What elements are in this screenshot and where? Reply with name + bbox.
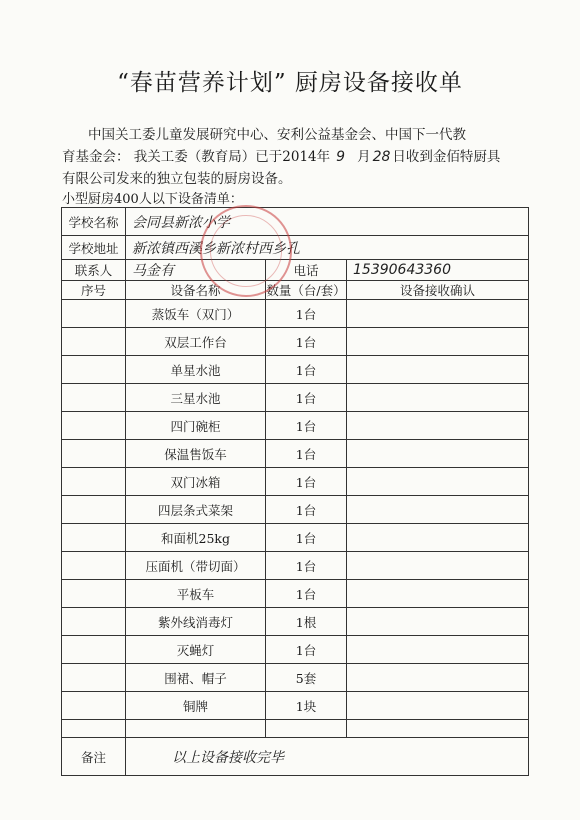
quantity-cell: 1根 (266, 608, 347, 636)
blank-cell (62, 720, 126, 738)
blank-row (62, 720, 529, 738)
device-name-cell: 双层工作台 (126, 328, 266, 356)
confirm-cell (347, 496, 529, 524)
table-row (62, 580, 529, 608)
quantity-cell: 1块 (266, 692, 347, 720)
serial-cell (62, 328, 126, 356)
table-row (62, 692, 529, 720)
serial-cell (62, 440, 126, 468)
quantity-cell: 1台 (266, 356, 347, 384)
device-name-cell: 围裙、帽子 (126, 664, 266, 692)
quantity-cell: 1台 (266, 524, 347, 552)
label-contact: 联系人 (62, 260, 126, 281)
device-name-cell: 紫外线消毒灯 (126, 608, 266, 636)
phone-value: 15390643360 (353, 262, 451, 278)
serial-cell (62, 664, 126, 692)
intro-line-1: 中国关工委儿童发展研究中心、安利公益基金会、中国下一代教 (88, 127, 466, 143)
table-row (62, 664, 529, 692)
table-row (62, 468, 529, 496)
quantity-cell: 1台 (266, 496, 347, 524)
table-row (62, 356, 529, 384)
label-phone: 电话 (266, 260, 347, 281)
device-name-cell: 四门碗柜 (126, 412, 266, 440)
table-row (62, 384, 529, 412)
confirm-cell (347, 468, 529, 496)
header-device-name: 设备名称 (126, 281, 266, 300)
blank-cell (266, 720, 347, 738)
label-remark: 备注 (62, 738, 126, 776)
blank-cell (126, 720, 266, 738)
remark-value: 以上设备接收完毕 (172, 749, 284, 766)
confirm-cell (347, 356, 529, 384)
serial-cell (62, 356, 126, 384)
label-school-name: 学校名称 (62, 208, 126, 236)
table-row (62, 496, 529, 524)
device-name-cell: 三星水池 (126, 384, 266, 412)
header-serial: 序号 (62, 281, 126, 300)
quantity-cell: 1台 (266, 328, 347, 356)
blank-cell (347, 720, 529, 738)
device-name-cell: 双门冰箱 (126, 468, 266, 496)
serial-cell (62, 496, 126, 524)
serial-cell (62, 636, 126, 664)
device-name-cell: 单星水池 (126, 356, 266, 384)
quantity-cell: 1台 (266, 300, 347, 328)
confirm-cell (347, 552, 529, 580)
received-month: 9 (336, 149, 346, 165)
serial-cell (62, 692, 126, 720)
device-name-cell: 铜牌 (126, 692, 266, 720)
serial-cell (62, 412, 126, 440)
device-name-cell: 保温售饭车 (126, 440, 266, 468)
table-row (62, 524, 529, 552)
confirm-cell (347, 412, 529, 440)
header-quantity: 数量（台/套） (266, 281, 347, 300)
quantity-cell: 1台 (266, 412, 347, 440)
confirm-cell (347, 692, 529, 720)
quantity-cell: 1台 (266, 384, 347, 412)
serial-cell (62, 552, 126, 580)
confirm-cell (347, 664, 529, 692)
serial-cell (62, 608, 126, 636)
confirm-cell (347, 608, 529, 636)
school-address-value: 新浓镇西溪乡新浓村西乡孔 (132, 240, 300, 257)
device-name-cell: 和面机25kg (126, 524, 266, 552)
quantity-cell: 1台 (266, 440, 347, 468)
serial-cell (62, 300, 126, 328)
device-name-cell: 平板车 (126, 580, 266, 608)
header-confirm: 设备接收确认 (347, 281, 529, 300)
table-row (62, 412, 529, 440)
table-row (62, 300, 529, 328)
received-day: 28 (372, 149, 391, 165)
device-name-cell: 压面机（带切面） (126, 552, 266, 580)
confirm-cell (347, 524, 529, 552)
contact-value: 马金有 (132, 263, 174, 279)
table-row (62, 636, 529, 664)
confirm-cell (347, 384, 529, 412)
intro-line-2-b: 月 (357, 149, 371, 165)
quantity-cell: 1台 (266, 468, 347, 496)
confirm-cell (347, 328, 529, 356)
confirm-cell (347, 636, 529, 664)
remark-row (62, 738, 529, 776)
document-title: “春苗营养计划” 厨房设备接收单 (117, 70, 463, 96)
device-name-cell: 四层条式菜架 (126, 496, 266, 524)
table-row (62, 608, 529, 636)
list-subheading: 小型厨房400人以下设备清单： (62, 192, 243, 207)
device-name-cell: 蒸饭车（双门） (126, 300, 266, 328)
confirm-cell (347, 580, 529, 608)
quantity-cell: 1台 (266, 552, 347, 580)
table-row (62, 552, 529, 580)
quantity-cell: 1台 (266, 636, 347, 664)
quantity-cell: 1台 (266, 580, 347, 608)
quantity-cell: 5套 (266, 664, 347, 692)
equipment-table (61, 207, 529, 776)
label-school-address: 学校地址 (62, 236, 126, 260)
intro-paragraph (62, 124, 532, 190)
table-row (62, 440, 529, 468)
confirm-cell (347, 300, 529, 328)
confirm-cell (347, 440, 529, 468)
device-name-cell: 灭蝇灯 (126, 636, 266, 664)
serial-cell (62, 524, 126, 552)
intro-line-2-c: 日收到金佰特厨具 (392, 149, 501, 165)
intro-line-2-a: 育基金会： 我关工委（教育局）已于2014年 (62, 149, 331, 165)
school-name-value: 会同县新浓小学 (132, 214, 230, 231)
intro-line-3: 有限公司发来的独立包装的厨房设备。 (62, 171, 292, 187)
serial-cell (62, 384, 126, 412)
table-row (62, 328, 529, 356)
serial-cell (62, 468, 126, 496)
serial-cell (62, 580, 126, 608)
intro-line-2 (62, 146, 532, 168)
